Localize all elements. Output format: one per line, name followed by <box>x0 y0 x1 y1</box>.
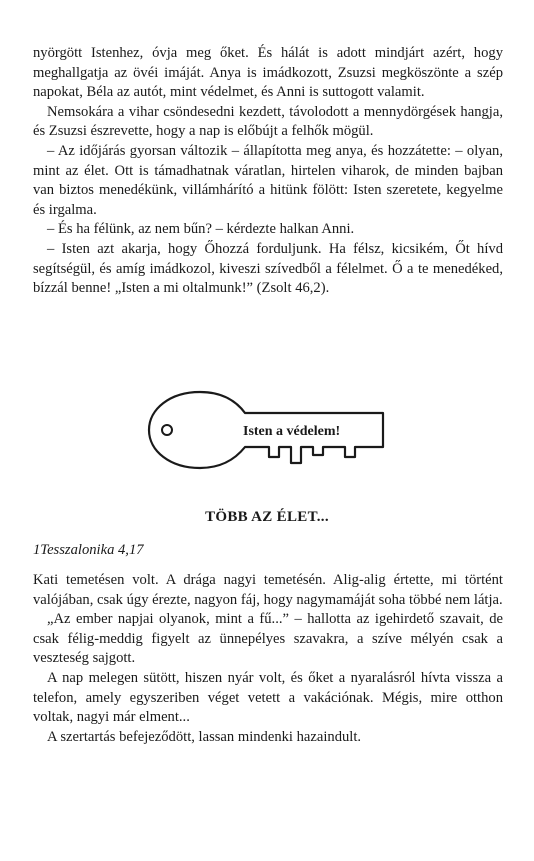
paragraph: „Az ember napjai olyanok, mint a fű...” – hallotta az igehirdető szavait, de csak félig-meddig figyelt az ünnepélyes szavakra, a szíve mélyén csak a veszteség sajgott. <box>33 611 503 667</box>
top-text-block <box>33 44 503 299</box>
paragraph: A nap melegen sütött, hiszen nyár volt, és őket a nyaralásról hívta vissza a telefon, amely egyszeriben véget vetett a vakációnak. Mégis, mire otthon voltak, nagyi már elment... <box>33 669 503 726</box>
paragraph: – És ha félünk, az nem bűn? – kérdezte halkan Anni. <box>47 221 355 238</box>
paragraph: Nemsokára a vihar csöndesedni kezdett, távolodott a mennydörgések hangja, és Zsuzsi észrevette, hogy a nap is előbújt a felhők mögül. <box>33 103 503 140</box>
paragraph: A szertartás befejeződött, lassan mindenki hazaindult. <box>47 728 362 745</box>
bottom-text-block <box>33 571 503 747</box>
key-hole <box>162 425 172 435</box>
paragraph: – Az időjárás gyorsan változik – állapította meg anya, és hozzátette: – olyan, mint az élet. Ott is támadhatnak váratlan, hirtelen viharok, de minden bajban van biztos menedékünk, villámhárító a hitünk fölött: Isten szeretete, kegyelme és irgalma. <box>33 142 503 218</box>
paragraph: nyörgött Istenhez, óvja meg őket. És hálát is adott mindjárt azért, hogy meghallgatja az övéi imáját. Anya is imádkozott, Zsuzsi megköszönte a szép napokat, Béla az autót, mint védelmet, és Anni is suttogott valamit. <box>33 45 503 101</box>
key-label: Isten a védelem! <box>243 424 341 439</box>
bible-reference: 1Tesszalonika 4,17 <box>33 542 144 558</box>
chapter-title: TÖBB AZ ÉLET... <box>205 509 329 525</box>
paragraph: – Isten azt akarja, hogy Őhozzá forduljunk. Ha félsz, kicsikém, Őt hívd segítségül, és amíg imádkozol, kiveszi szívedből a félelmet. Ő a te menedéked, bízzál benne! „Isten a mi oltalmunk!” (Zsolt 46,2). <box>33 240 503 297</box>
paragraph: Kati temetésen volt. A drága nagyi temetésén. Alig-alig értette, mi történt valójában, csak úgy érezte, nagyon fáj, hogy nagymamáját soha többé nem látja. <box>33 572 503 608</box>
key-illustration <box>145 387 389 473</box>
